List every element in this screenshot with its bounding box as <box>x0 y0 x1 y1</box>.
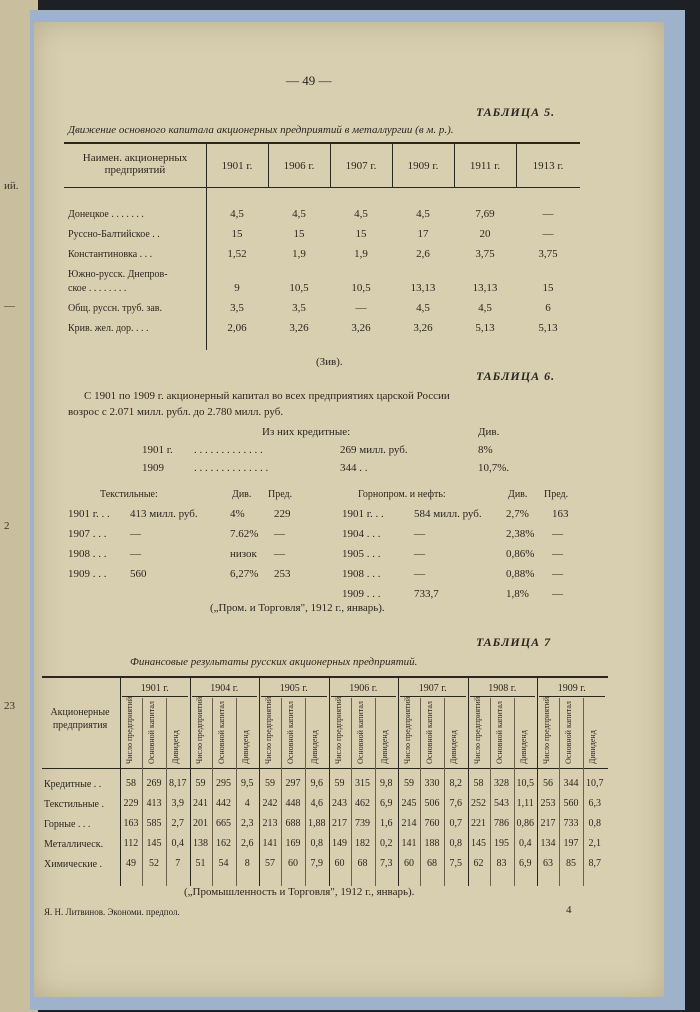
table7-cell: 59 <box>334 778 345 789</box>
mining-year: 1909 . . . <box>342 588 381 600</box>
table7-cell: 201 <box>193 818 208 829</box>
table7-cell: 60 <box>404 858 414 869</box>
table5-cell: 9 <box>234 282 240 294</box>
table7-cell: 57 <box>265 858 275 869</box>
table5-cell: — <box>355 302 367 314</box>
table7-cell: 413 <box>146 798 162 809</box>
table7-cell: 197 <box>563 838 579 849</box>
table5-cell: 6 <box>545 302 551 314</box>
table7-subheader: Число предприятий <box>542 696 551 764</box>
table7-cell: 0,86 <box>516 818 534 829</box>
page-number: — 49 — <box>286 73 332 88</box>
table7-subheader: Число предприятий <box>403 696 412 764</box>
table7-cell: 0,8 <box>310 838 323 849</box>
textile-div: низок <box>230 548 257 560</box>
table7-cell: 0,2 <box>380 838 393 849</box>
table5-row-name: Южно-русск. Днепров- <box>68 269 168 280</box>
mining-div: 2,38% <box>506 528 535 540</box>
table7-subheader: Основной капитал <box>286 701 295 764</box>
table7-cell: 217 <box>540 818 556 829</box>
table5-row-name: Крив. жел. дор. . . . <box>68 323 149 334</box>
table7-cell: 733 <box>563 818 579 829</box>
table7-cell: 8,17 <box>169 778 187 789</box>
table5-year-header: 1901 г. <box>221 160 253 172</box>
table5-column-divider <box>392 142 393 187</box>
table7-cell: 448 <box>285 798 301 809</box>
table7-cell: 252 <box>471 798 486 809</box>
textile-div: 6,27% <box>230 568 259 580</box>
table5-source: (Зив). <box>316 356 343 368</box>
textile-amount: — <box>130 528 141 540</box>
table7-cell: 68 <box>427 858 437 869</box>
table7-cell: 60 <box>334 858 345 869</box>
table7-year-header: 1908 г. <box>488 683 517 694</box>
table7-cell: 245 <box>401 798 417 809</box>
table5-year-header: 1907 г. <box>345 160 377 172</box>
table7-subheader: Дивиденд <box>588 730 597 764</box>
mining-pred: — <box>552 528 563 540</box>
table7-subheader: Основной капитал <box>564 701 573 764</box>
table7-cell: 665 <box>216 818 231 829</box>
table7-cell: 560 <box>563 798 579 809</box>
table5-cell: 5,13 <box>475 322 495 334</box>
table5-year-header: 1906 г. <box>283 160 315 172</box>
table7-cell: 462 <box>355 798 370 809</box>
table7-subheader: Дивиденд <box>310 730 319 764</box>
table7-row-name: Текстильные . <box>44 799 104 810</box>
mining-pred: — <box>552 548 563 560</box>
table5-cell: 1,9 <box>354 248 368 260</box>
table7-cell: 1,88 <box>308 818 326 829</box>
table7-subheader: Дивиденд <box>240 730 250 764</box>
textile-amount: — <box>130 548 141 560</box>
table7-cell: 195 <box>494 838 509 849</box>
table7-cell: 54 <box>218 858 229 869</box>
table7-cell: 214 <box>401 818 417 829</box>
table7-cell: 0,4 <box>519 838 532 849</box>
table7-cell: 59 <box>404 778 414 789</box>
table7-subheader: Основной капитал <box>147 701 156 764</box>
table7-cell: 295 <box>216 778 231 789</box>
table7-cell: 229 <box>123 798 139 809</box>
table5-column-divider <box>454 142 455 187</box>
table6-paragraph-line1: С 1901 по 1909 г. акционерный капитал во всех предприятиях царской России <box>84 390 450 402</box>
table7-cell: 242 <box>262 798 278 809</box>
book-page <box>34 22 664 997</box>
mining-amount: 733,7 <box>414 588 439 600</box>
table7-cell: 7,9 <box>310 858 323 869</box>
table7-row-name: Химические . <box>44 859 103 870</box>
table7-cell: 0,8 <box>588 818 601 829</box>
textile-pred: — <box>274 528 285 540</box>
table5-year-header: 1913 г. <box>532 160 564 172</box>
table7-cell: 7 <box>175 858 181 869</box>
table7-subheader: Число предприятий <box>125 696 134 764</box>
table7-subheader: Основной капитал <box>494 701 504 764</box>
mining-amount: 584 милл. руб. <box>414 508 482 520</box>
table5-cell: 15 <box>542 282 554 294</box>
table7-subheader: Основной капитал <box>355 701 365 764</box>
table7-row-name: Металлическ. <box>44 839 104 850</box>
mining-pred: — <box>552 588 563 600</box>
table7-cell: 739 <box>355 818 370 829</box>
table7-subheader: Дивиденд <box>171 730 180 764</box>
credit-dots: . . . . . . . . . . . . . <box>194 444 263 456</box>
table5-cell: 3,26 <box>413 322 433 334</box>
table5-year-header: 1909 г. <box>407 160 439 172</box>
table5-cell: 3,75 <box>538 248 558 260</box>
table7-cell: 10,5 <box>516 778 534 789</box>
table7-cell: 253 <box>540 798 556 809</box>
table7-cell: 585 <box>146 818 162 829</box>
table5-row-name-cont: ское . . . . . . . . <box>68 283 127 294</box>
table7-cell: 786 <box>494 818 509 829</box>
table7-cell: 56 <box>543 778 553 789</box>
table5-cell: 13,13 <box>472 282 498 294</box>
table7-label: ТАБЛИЦА 7 <box>476 635 552 649</box>
table6-source: („Пром. и Торговля", 1912 г., январь). <box>210 602 385 614</box>
credit-year: 1909 <box>142 462 164 474</box>
table7-year-header: 1906 г. <box>349 683 378 694</box>
credit-year: 1901 г. <box>142 444 173 456</box>
table5-head-name: Наимен. акционерных предприятий <box>82 152 188 176</box>
table7-cell: 506 <box>424 798 440 809</box>
table7-cell: 688 <box>285 818 301 829</box>
table7-cell: 162 <box>216 838 231 849</box>
mining-div: 1,8% <box>506 588 529 600</box>
table7-cell: 3,9 <box>171 798 184 809</box>
textile-pred: — <box>274 548 285 560</box>
table5-cell: 1,9 <box>292 248 306 260</box>
table7-cell: 6,3 <box>588 798 601 809</box>
mining-pred: 163 <box>552 508 569 520</box>
table5-cell: 3,5 <box>292 302 306 314</box>
underlying-page-edge: ий. — 2 23 <box>0 0 38 1012</box>
table7-cell: 134 <box>540 838 556 849</box>
table7-cell: 9,5 <box>241 778 254 789</box>
textile-year: 1901 г. . . <box>68 508 110 520</box>
mining-year: 1901 г. . . <box>342 508 384 520</box>
table7-cell: 58 <box>473 778 484 789</box>
table7-cell: 59 <box>195 778 206 789</box>
table7-subheader: Число предприятий <box>472 696 482 764</box>
table7-cell: 10,7 <box>586 778 604 789</box>
table5-label: ТАБЛИЦА 5. <box>476 105 556 119</box>
table5-column-divider <box>330 142 331 187</box>
table7-year-header: 1904 г. <box>210 683 239 694</box>
textile-div: 7.62% <box>230 528 259 540</box>
table5-row-name: Руссно-Балтийское . . <box>68 229 160 240</box>
table7-cell: 52 <box>149 858 159 869</box>
textile-year: 1908 . . . <box>68 548 107 560</box>
textile-year: 1907 . . . <box>68 528 107 540</box>
credit-amount: 269 милл. руб. <box>340 444 408 456</box>
table7-subheader: Дивиденд <box>449 730 458 764</box>
mining-div-head: Див. <box>508 489 528 500</box>
table5-cell: 3,26 <box>289 322 309 334</box>
mining-div: 0,86% <box>506 548 535 560</box>
table7-cell: 328 <box>494 778 509 789</box>
table7-cell: 442 <box>216 798 231 809</box>
table5-row-name: Общ. руссн. труб. зав. <box>68 303 163 314</box>
table5-cell: 4,5 <box>230 208 244 220</box>
table7-cell: 315 <box>355 778 370 789</box>
table7-cell: 1,6 <box>380 818 393 829</box>
table7-year-header: 1909 г. <box>557 683 586 694</box>
table7-cell: 83 <box>496 858 507 869</box>
table5-cell: 5,13 <box>538 322 558 334</box>
table7-year-header: 1907 г. <box>418 683 447 694</box>
table5-cell: — <box>542 208 554 220</box>
table5-cell: 13,13 <box>410 282 436 294</box>
table7-subheader: Основной капитал <box>216 701 226 764</box>
table7-caption: Финансовые результаты русских акционерных предприятий. <box>130 656 418 668</box>
textile-amount: 413 милл. руб. <box>130 508 198 520</box>
table7-row-name: Кредитные . . <box>44 779 102 790</box>
table6-label: ТАБЛИЦА 6. <box>476 369 556 383</box>
table5-cell: 4,5 <box>354 208 368 220</box>
table7-cell: 7,3 <box>380 858 393 869</box>
textile-pred-head: Пред. <box>268 489 293 500</box>
table5-cell: 3,26 <box>351 322 371 334</box>
table7-cell: 0,8 <box>449 838 462 849</box>
table5-cell: 3,75 <box>475 248 495 260</box>
table5-year-header: 1911 г. <box>469 160 501 172</box>
table5-row-name: Константиновка . . . <box>68 249 153 260</box>
table5-cell: 10,5 <box>351 282 371 294</box>
credit-dots: . . . . . . . . . . . . . . <box>194 462 269 474</box>
table7-cell: 169 <box>285 838 301 849</box>
table7-cell: 2,3 <box>241 818 254 829</box>
table7-cell: 344 <box>563 778 579 789</box>
footer-right: 4 <box>566 904 572 916</box>
table5-cell: 2,6 <box>416 248 430 260</box>
table7-subheader: Дивиденд <box>518 730 528 764</box>
table7-cell: 9,8 <box>380 778 393 789</box>
table6-paragraph-line2: возрос с 2.071 милл. рубл. до 2.780 милл. руб. <box>68 406 284 418</box>
table5-caption: Движение основного капитала акционерных предприятий в металлургии (в м. р.). <box>68 124 454 136</box>
mining-year: 1904 . . . <box>342 528 381 540</box>
mining-div: 0,88% <box>506 568 535 580</box>
table7-cell: 59 <box>265 778 275 789</box>
table7-cell: 188 <box>424 838 440 849</box>
table7-cell: 241 <box>193 798 208 809</box>
table5-cell: 7,69 <box>475 208 495 220</box>
table7-cell: 145 <box>471 838 486 849</box>
mining-amount: — <box>414 548 425 560</box>
table7-cell: 49 <box>126 858 136 869</box>
mining-amount: — <box>414 528 425 540</box>
table7-cell: 8,7 <box>588 858 601 869</box>
textile-div-head: Див. <box>232 489 252 500</box>
table5-cell: — <box>542 228 554 240</box>
credit-div: 8% <box>478 444 493 456</box>
table7-cell: 138 <box>193 838 208 849</box>
table7-subheader: Основной капитал <box>425 701 434 764</box>
mining-div: 2,7% <box>506 508 529 520</box>
table5-cell: 4,5 <box>478 302 492 314</box>
table7-cell: 2,1 <box>588 838 601 849</box>
table7-cell: 269 <box>146 778 162 789</box>
table7-cell: 60 <box>288 858 298 869</box>
table5-cell: 15 <box>231 228 243 240</box>
table7-cell: 112 <box>123 838 139 849</box>
table7-cell: 6,9 <box>519 858 532 869</box>
table7-cell: 7,6 <box>449 798 462 809</box>
table7-cell: 221 <box>471 818 486 829</box>
table5-cell: 20 <box>479 228 491 240</box>
table7-subheader: Число предприятий <box>194 696 204 764</box>
mining-head: Горнопром. и нефть: <box>358 489 446 500</box>
credit-head: Из них кредитные: <box>262 426 351 438</box>
table7-cell: 0,4 <box>171 838 184 849</box>
credit-div-head: Див. <box>478 426 500 438</box>
table7-cell: 2,6 <box>241 838 254 849</box>
table7-cell: 9,6 <box>310 778 323 789</box>
table7-cell: 182 <box>355 838 370 849</box>
table7-cell: 145 <box>146 838 162 849</box>
table7-cell: 51 <box>195 858 206 869</box>
table7-cell: 297 <box>285 778 301 789</box>
table5-cell: 3,5 <box>230 302 244 314</box>
table5-cell: 2,06 <box>227 322 247 334</box>
table7-year-header: 1901 г. <box>140 683 169 694</box>
table5-cell: 1,52 <box>227 248 247 260</box>
table5-cell: 4,5 <box>416 208 430 220</box>
table7-cell: 213 <box>262 818 278 829</box>
textile-year: 1909 . . . <box>68 568 107 580</box>
table7-cell: 63 <box>543 858 553 869</box>
textile-pred: 229 <box>274 508 291 520</box>
table5-cell: 10,5 <box>289 282 309 294</box>
mining-pred: — <box>552 568 563 580</box>
table7-cell: 141 <box>262 838 278 849</box>
table7-cell: 58 <box>126 778 136 789</box>
table5-cell: 4,5 <box>416 302 430 314</box>
table7-subheader: Дивиденд <box>379 730 389 764</box>
table5-cell: 4,5 <box>292 208 306 220</box>
table7-cell: 1,11 <box>516 798 534 809</box>
mining-year: 1908 . . . <box>342 568 381 580</box>
table7-cell: 4,6 <box>310 798 323 809</box>
table7-cell: 243 <box>332 798 347 809</box>
table7-cell: 149 <box>332 838 347 849</box>
table7-cell: 2,7 <box>171 818 184 829</box>
table7-cell: 62 <box>473 858 484 869</box>
table7-cell: 141 <box>401 838 417 849</box>
table7-cell: 8 <box>244 858 250 869</box>
mining-pred-head: Пред. <box>544 489 569 500</box>
table7-cell: 163 <box>123 818 139 829</box>
textile-amount: 560 <box>130 568 147 580</box>
table7-cell: 217 <box>332 818 347 829</box>
table5-cell: 15 <box>355 228 367 240</box>
table7-cell: 330 <box>424 778 440 789</box>
table5-cell: 17 <box>417 228 429 240</box>
table7-cell: 4 <box>244 798 250 809</box>
table7-subheader: Число предприятий <box>333 696 343 764</box>
textile-pred: 253 <box>274 568 291 580</box>
table5-row-name: Донецкое . . . . . . . <box>68 209 144 220</box>
credit-div: 10,7%. <box>478 462 510 474</box>
mining-amount: — <box>414 568 425 580</box>
footer-left: Я. Н. Литвинов. Экономи. предпол. <box>44 907 180 917</box>
table5-column-divider <box>268 142 269 187</box>
mining-year: 1905 . . . <box>342 548 381 560</box>
table7-year-header: 1905 г. <box>279 683 308 694</box>
table7-row-name: Горные . . . <box>44 819 91 830</box>
textile-head: Текстильные: <box>100 489 158 500</box>
table5-cell: 15 <box>293 228 305 240</box>
table7-cell: 543 <box>494 798 509 809</box>
table7-cell: 760 <box>424 818 440 829</box>
textile-div: 4% <box>230 508 245 520</box>
table7-cell: 6,9 <box>380 798 393 809</box>
table7-source: („Промышленность и Торговля", 1912 г., январь). <box>184 886 415 898</box>
table7-cell: 8,2 <box>449 778 462 789</box>
table7-cell: 0,7 <box>449 818 462 829</box>
table7-cell: 85 <box>566 858 576 869</box>
table5-column-divider <box>516 142 517 187</box>
table7-head-name: Акционерные предприятия <box>50 707 110 731</box>
credit-amount: 344 . . <box>340 462 368 474</box>
table7-subheader: Число предприятий <box>264 696 273 764</box>
table7-cell: 7,5 <box>449 858 462 869</box>
table7-cell: 68 <box>357 858 368 869</box>
